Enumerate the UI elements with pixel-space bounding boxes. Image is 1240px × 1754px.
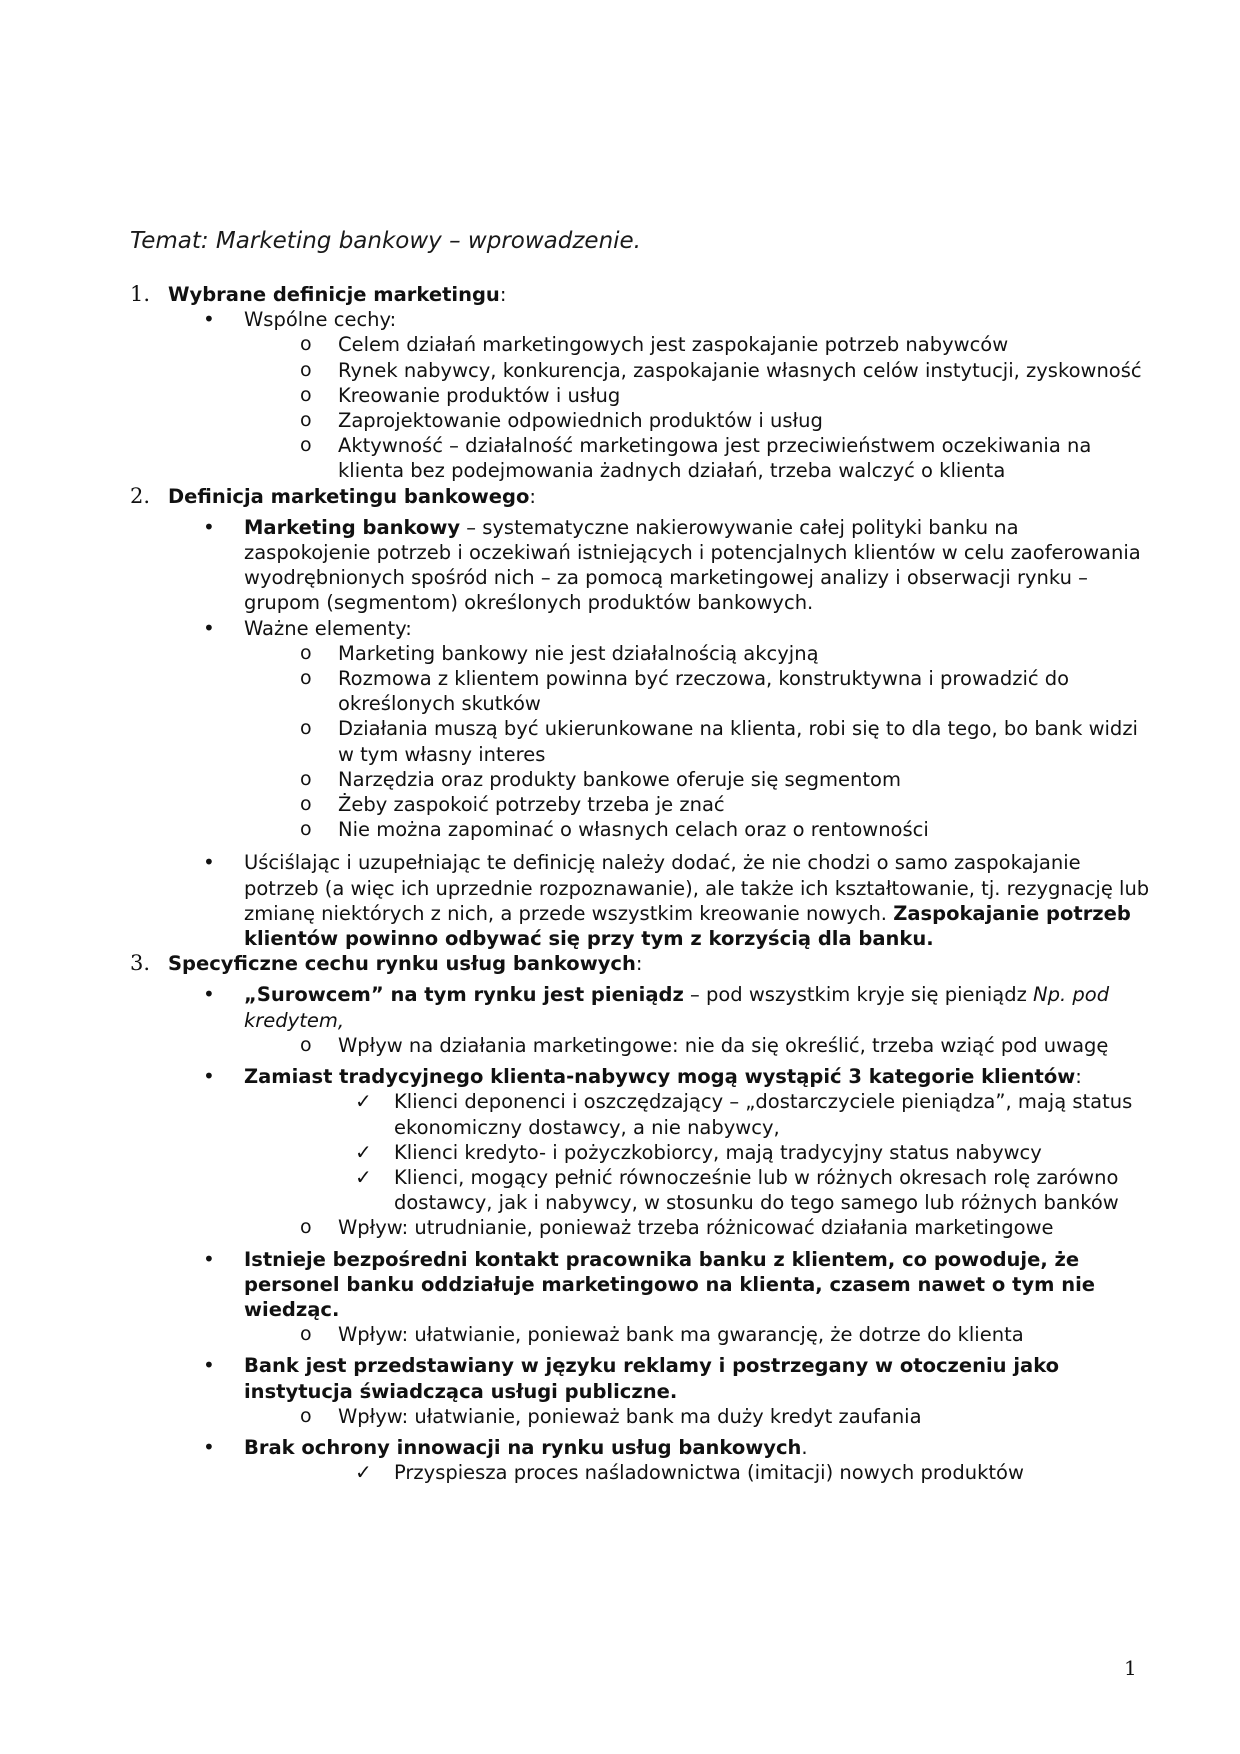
section-1-heading: 1. Wybrane definicje marketingu: (130, 282, 507, 306)
list-item: o Wpływ: ułatwianie, ponieważ bank ma gwarancję, że dotrze do klienta (300, 1323, 1024, 1347)
section-2-heading: 2. Definicja marketingu bankowego: (130, 483, 536, 508)
section-number: 2. (130, 483, 151, 508)
circle-bullet-icon: o (300, 1216, 312, 1239)
checkmark-icon: ✓ (355, 1164, 372, 1189)
list-item: o Celem działań marketingowych jest zaspokajanie potrzeb nabywców (300, 333, 1009, 357)
list-item: o Wpływ: ułatwianie, ponieważ bank ma duży kredyt zaufania (300, 1404, 922, 1428)
list-item: ✓ Klienci deponenci i oszczędzający – „dostarczyciele pieniądza”, mają status ekonomiczny dostawcy, a nie nabywcy, (355, 1089, 1133, 1139)
page-number: 1 (1124, 1656, 1137, 1680)
list-item: o Kreowanie produktów i usług (300, 383, 621, 407)
circle-bullet-icon: o (300, 641, 312, 664)
circle-bullet-icon: o (300, 434, 312, 457)
list-item: o Narzędzia oraz produkty bankowe oferuje się segmentom (300, 767, 901, 791)
list-item: o Aktywność – działalność marketingowa jest przeciwieństwem oczekiwania na klienta bez podejmowania żadnych działań, trzeba walczyć o klienta (300, 434, 1092, 483)
circle-bullet-icon: o (300, 818, 312, 841)
bullet-icon: • (203, 307, 215, 332)
section-title: Wybrane definicje marketingu (168, 283, 500, 306)
bullet-icon: • (203, 1246, 215, 1271)
circle-bullet-icon: o (300, 1033, 312, 1056)
circle-bullet-icon: o (300, 1404, 312, 1427)
checkmark-icon: ✓ (355, 1089, 372, 1114)
bullet-icon: • (203, 514, 215, 539)
circle-bullet-icon: o (300, 383, 312, 406)
list-item: • Zamiast tradycyjnego klienta-nabywcy mogą wystąpić 3 kategorie klientów: (203, 1064, 1082, 1089)
section-title: Definicja marketingu bankowego (168, 484, 530, 508)
bullet-icon: • (203, 1434, 215, 1459)
list-item: • Bank jest przedstawiany w języku reklamy i postrzegany w otoczeniu jako instytucja świadcząca usługi publiczne. (203, 1353, 1060, 1403)
section-number: 3. (130, 951, 151, 976)
bullet-icon: • (203, 1353, 215, 1378)
list-item: • Brak ochrony innowacji na rynku usług bankowych. (203, 1434, 808, 1459)
circle-bullet-icon: o (300, 667, 312, 690)
list-item: • „Surowcem” na tym rynku jest pieniądz – pod wszystkim kryje się pieniądz Np. pod kredytem, (203, 982, 1110, 1032)
list-item: • Ważne elementy: (203, 615, 412, 640)
document-title: Temat: Marketing bankowy – wprowadzenie. (130, 228, 641, 254)
list-item: o Marketing bankowy nie jest działalnością akcyjną (300, 641, 819, 665)
list-item: ✓ Klienci, mogący pełnić równocześnie lub w różnych okresach rolę zarówno dostawcy, jak i nabywcy, w stosunku do tego samego lub różnych banków (355, 1164, 1119, 1215)
section-3-heading: 3. Specyficzne cechu rynku usług bankowych: (130, 951, 643, 976)
list-item: o Rozmowa z klientem powinna być rzeczowa, konstruktywna i prowadzić do określonych skutków (300, 667, 1070, 716)
list-item: o Rynek nabywcy, konkurencja, zaspokajanie własnych celów instytucji, zyskowność (300, 358, 1142, 382)
section-title: Specyficzne cechu rynku usług bankowych (168, 952, 636, 976)
list-item: o Nie można zapominać o własnych celach oraz o rentowności (300, 818, 929, 842)
list-item: o Działania muszą być ukierunkowane na klienta, robi się to dla tego, bo bank widzi w tym własny interes (300, 717, 1138, 766)
checkmark-icon: ✓ (355, 1139, 372, 1164)
bullet-icon: • (203, 982, 215, 1007)
list-item: o Żeby zaspokoić potrzeby trzeba je znać (300, 793, 725, 817)
list-item: • Istnieje bezpośredni kontakt pracownika banku z klientem, co powoduje, że personel banku oddziałuje marketingowo na klienta, czasem nawet o tym nie wiedząc. (203, 1246, 1096, 1321)
list-item: • Marketing bankowy – systematyczne nakierowywanie całej polityki banku na zaspokojenie potrzeb i oczekiwań istniejących i potencjalnych klientów w celu zaoferowania wyodrębnionych spośród nich – za pomocą marketingowej analizy i obserwacji rynku – grupom (segmentom) określonych produktów bankowych. (203, 514, 1141, 615)
list-item: • Wspólne cechy: (203, 307, 397, 332)
list-item: o Wpływ na działania marketingowe: nie da się określić, trzeba wziąć pod uwagę (300, 1033, 1109, 1057)
document-body (0, 282, 1240, 1485)
circle-bullet-icon: o (300, 793, 312, 816)
bullet-icon: • (203, 850, 215, 875)
list-item: • Uściślając i uzupełniając te definicję należy dodać, że nie chodzi o samo zaspokajanie potrzeb (a więc ich uprzednie rozpoznawanie), ale także ich kształtowanie, tj. rezygnację lub zmianę niektórych z nich, a przede wszystkim kreowanie nowych. Zaspokajanie potrzeb klientów powinno odbywać się przy tym z korzyścią dla banku. (203, 850, 1150, 951)
list-item: o Zaprojektowanie odpowiednich produktów i usług (300, 409, 823, 433)
bullet-icon: • (203, 615, 215, 640)
list-item: ✓ Przyspiesza proces naśladownictwa (imitacji) nowych produktów (355, 1460, 1024, 1485)
circle-bullet-icon: o (300, 1323, 312, 1346)
circle-bullet-icon: o (300, 767, 312, 790)
list-item: ✓ Klienci kredyto- i pożyczkobiorcy, mają tradycyjny status nabywcy (355, 1139, 1042, 1164)
bullet-icon: • (203, 1064, 215, 1089)
list-item: o Wpływ: utrudnianie, ponieważ trzeba różnicować działania marketingowe (300, 1216, 1054, 1240)
circle-bullet-icon: o (300, 409, 312, 432)
circle-bullet-icon: o (300, 333, 312, 356)
section-number: 1. (130, 282, 151, 306)
circle-bullet-icon: o (300, 358, 312, 381)
checkmark-icon: ✓ (355, 1460, 372, 1485)
circle-bullet-icon: o (300, 717, 312, 740)
